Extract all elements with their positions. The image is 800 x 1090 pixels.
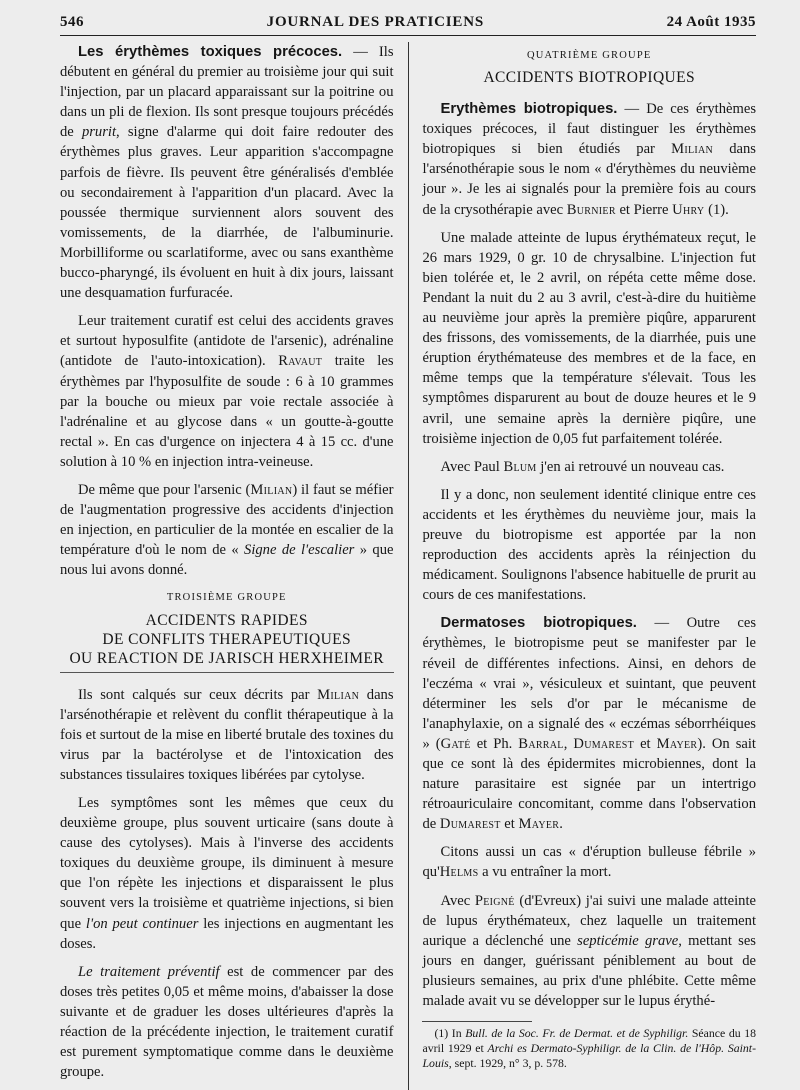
author-name: Peigné: [474, 892, 515, 909]
page-header: [60, 14, 756, 36]
author-name: Blum: [503, 458, 537, 475]
group-label: QUATRIÈME GROUPE: [526, 50, 652, 61]
author-name: Gaté: [440, 735, 471, 752]
paragraph: Une malade atteinte de lupus érythémateux reçut, le 26 mars 1929, 0 gr. 10 de chrysalbine. L'injection fut bien tolérée et, le 2 avril, on répéta cette même dose. Pendant la nuit du 2 au 3 avril, c'est-à-dire du huitième au neuvième jour après la première piqûre, apparurent des frissons, des vomissements, de la diarrhée, puis une éruption érythémateuse des membres et de la face, en même temps que la température s'élevait. Tous les symptômes disparurent au bout de douze heures et le 9 avril, une semaine après la dernière piqûre, une troisième injection de 0,05 fut parfaitement tolérée.: [422, 229, 756, 447]
footnote-divider: [422, 1021, 532, 1022]
author-name: Uhry: [672, 201, 705, 218]
paragraph: Leur traitement curatif est celui des accidents graves et surtout hyposulfite (antidote de l'arsenic), adrénaline (antidote de l'auto-intoxication). Ravaut traite les érythèmes par l'hyposulfite de soude : 6 à 10 grammes par la bouche ou mieux par voie rectale associée à l'adrénaline et au glycose dans « un goutte-à-goutte rectal ». En cas d'urgence on injectera 4 à 15 cc. d'une solution à 10 % en injection intra-veineuse.: [60, 313, 394, 470]
issue-date: 24 Août 1935: [666, 14, 756, 30]
author-name: Dumarest: [439, 816, 501, 833]
author-name: Dumarest: [573, 735, 635, 752]
footnote: (1) In Bull. de la Soc. Fr. de Dermat. et de Syphiligr. Séance du 18 avril 1929 et Archi es Dermato-Syphiligr. de la Clin. de l'Hôp. Saint-Louis, sept. 1929, n° 3, p. 578.: [422, 1026, 757, 1071]
rubric-heading: Les érythèmes toxiques précoces.: [78, 44, 343, 60]
paragraph: Il y a donc, non seulement identité clinique entre ces accidents et les érythèmes du neuvième jour, mais la preuve du biotropisme est apportée par la non reproduction des accidents après la réinjection du médicament. Soulignons l'absence habituelle de prurit au cours de ces manifestations.: [422, 486, 756, 604]
journal-title: JOURNAL DES PRATICIENS: [266, 14, 485, 30]
author-name: Burnier: [566, 201, 616, 218]
page-number: 546: [60, 14, 84, 30]
rubric-heading: Erythèmes biotropiques.: [440, 101, 618, 118]
paragraph: Les symptômes sont les mêmes que ceux du deuxième groupe, plus souvent urticaire (sans doute à cause des cytolyses). Mais à l'inverse des accidents toxiques du deuxième groupe, ils diminuent à mesure que l'on répète les injections et disparaissent le plus souvent vers la troisième et quatrième injections, si bien que l'on peut continuer les injections en augmentant les doses.: [60, 795, 394, 952]
section-title: ACCIDENTS RAPIDES DE CONFLITS THERAPEUTIQUES OU REACTION DE JARISCH HERXHEIMER: [60, 611, 394, 673]
author-name: Mayer: [656, 735, 698, 752]
author-name: Milian: [250, 481, 293, 498]
section-title: ACCIDENTS BIOTROPIQUES: [483, 69, 696, 87]
author-name: Barral: [518, 735, 564, 752]
author-name: Helms: [439, 864, 479, 881]
paragraph: Citons aussi un cas « d'éruption bulleuse fébrile » qu'Helms a vu entraîner la mort.: [422, 844, 756, 881]
left-column: [60, 42, 408, 1090]
paragraph: Avec Paul Blum j'en ai retrouvé un nouveau cas.: [440, 458, 725, 475]
paragraph: Le traitement préventif est de commencer par des doses très petites 0,05 et même moins, d'abaisser la dose suivante et de graduer les doses ultérieures d'après la réaction de la précédente injection, le traitement curatif est purement symptomatique comme dans le deuxième groupe.: [60, 963, 394, 1081]
paragraph: Dermatoses biotropiques. — Outre ces érythèmes, le biotropisme peut se manifester par le réveil de différentes infections. Ainsi, en dehors de l'eczéma « vrai », vésiculeux et suintant, que peuvent déterminer les sels d'or par le mécanisme de l'anaphylaxie, on a signalé des « eczémas séborrhéiques » (Gaté et Ph. Barral, Dumarest et Mayer). On sait que ce sont là des épidermites microbiennes, dont la nature parasitaire est signée par un intertrigo rétroauriculaire concomitant, comme dans l'observation de Dumarest et Mayer.: [422, 615, 756, 833]
paragraph: Ils sont calqués sur ceux décrits par Milian dans l'arsénothérapie et relèvent du conflit thérapeutique à la fois et surtout de la mise en liberté brutale des toxines du virus par la bactérolyse et de l'intoxication des substances tissulaires toxiques libérées par cytolyse.: [60, 686, 394, 783]
author-name: Milian: [317, 686, 360, 703]
author-name: Milian: [671, 141, 714, 158]
paragraph: Avec Peigné (d'Evreux) j'ai suivi une malade atteinte de lupus érythémateux, chez laquelle un traitement aurique a déclenché une septicémie grave, mettant ses jours en danger, guérissant péniblement au bout de plusieurs semaines, au prix d'une phlébite. Cette même malade avait vu se développer sur le lupus érythé-: [422, 892, 756, 1010]
text-columns: [60, 42, 756, 1090]
column-divider: [408, 42, 409, 1090]
rubric-heading: Dermatoses biotropiques.: [440, 615, 637, 632]
group-label: TROISIÈME GROUPE: [166, 592, 287, 604]
right-column: [416, 42, 756, 1090]
author-name: Ravaut: [278, 353, 323, 370]
author-name: Mayer: [518, 816, 560, 833]
paragraph: De même que pour l'arsenic (Milian) il faut se méfier de l'augmentation progressive des accidents d'injection en injection, en particulier de la montée en escalier de la température d'où le nom de « Signe de l'escalier » que nous lui avons donné.: [60, 481, 394, 579]
paragraph: Erythèmes biotropiques. — De ces érythèmes toxiques précoces, il faut distinguer les érythèmes biotropiques si bien étudiés par Milian dans l'arsénothérapie sous le nom « d'érythèmes du neuvième jour ». Je les ai signalés pour la première fois au cours de la crysothérapie avec Burnier et Pierre Uhry (1).: [422, 101, 756, 218]
paragraph: Les érythèmes toxiques précoces. — Ils débutent en général du premier au troisième jour qui suit l'injection, par un placard apparaissant sur la poitrine ou dans un pli de flexion. Ils sont presque toujours précédés de prurit, signe d'alarme qui doit faire redouter des érythèmes plus graves. Leur apparition s'accompagne parfois de fièvre. Ils peuvent être généralisés d'emblée ou secondairement à l'apparition d'un placard. Avec la poussée thermique surviennent alors souvent des vomissements, de la diarrhée, de l'albuminurie. Morbilliforme ou scarlatiforme, avec ou sans exanthème bucco-pharyngé, ils évoluent en huit à dix jours, laissant une desquamation furfuracée.: [60, 44, 394, 302]
